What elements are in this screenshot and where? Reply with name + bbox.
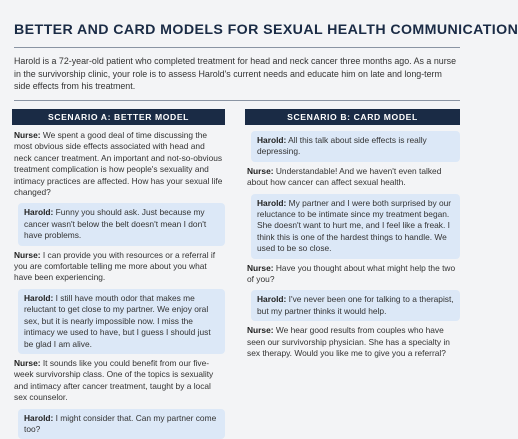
speaker-label: Harold: bbox=[24, 412, 54, 423]
intro-divider bbox=[14, 100, 460, 101]
message-text: My partner and I were both surprised by our reluctance to be intimate since my treatment began. She doesn't want to hurt me, and I feel like a freak. I think this is one of the hardest things to handle. We used to be so close. bbox=[257, 197, 452, 254]
scenario-b-column bbox=[245, 109, 460, 360]
message-text: I might consider that. Can my partner come too? bbox=[24, 412, 217, 434]
message-text: Understandable! And we haven't even talked about how cancer can affect sexual health. bbox=[247, 165, 442, 188]
speaker-label: Nurse: bbox=[14, 130, 41, 140]
harold-message bbox=[251, 131, 460, 162]
message-text: Have you thought about what might help the two of you? bbox=[247, 262, 456, 285]
speaker-label: Nurse: bbox=[247, 325, 274, 336]
harold-message bbox=[251, 194, 460, 259]
title-divider bbox=[14, 47, 460, 48]
message-text: We spent a good deal of time discussing the most obvious side effects associated with head and neck cancer treatment. An important and not-so-obvious treatment complication is how people's sexuality and intimacy practices are affected. How has your sexual life changed? bbox=[14, 130, 223, 198]
speaker-label: Nurse: bbox=[14, 249, 41, 260]
speaker-label: Nurse: bbox=[247, 165, 274, 176]
message-text: It sounds like you could benefit from our five-week survivorship class. One of the topics is sexuality and intimacy after cancer treatment, taught by a local sex counselor. bbox=[14, 357, 214, 403]
harold-message bbox=[18, 409, 225, 439]
message-text: I've never been one for talking to a therapist, but my partner thinks it would help. bbox=[257, 294, 454, 316]
nurse-message bbox=[12, 250, 225, 284]
message-text: We hear good results from couples who have seen our survivorship physician. She has a specialty in sex therapy. Would you like me to give you a referral? bbox=[247, 325, 450, 359]
speaker-label: Harold: bbox=[257, 135, 287, 145]
nurse-message bbox=[245, 325, 460, 359]
speaker-label: Harold: bbox=[24, 207, 54, 218]
nurse-message bbox=[245, 263, 460, 286]
scenario-b-header: SCENARIO B: CARD MODEL bbox=[245, 109, 460, 125]
speaker-label: Harold: bbox=[257, 197, 287, 208]
message-text: I still have mouth odor that makes me reluctant to get close to my partner. We enjoy oral sex, but it is nearly impossible now. I miss the intimacy we used to have, but I guess I should just be glad I am alive. bbox=[24, 292, 211, 349]
message-text: I can provide you with resources or a referral if you are comfortable telling me more about you what have been experiencing. bbox=[14, 249, 216, 283]
scenario-a-header: SCENARIO A: BETTER MODEL bbox=[12, 109, 225, 125]
speaker-label: Harold: bbox=[257, 294, 287, 305]
scenario-a-column bbox=[12, 109, 225, 439]
page-title: BETTER AND CARD MODELS FOR SEXUAL HEALTH COMMUNICATION bbox=[14, 22, 518, 38]
nurse-message bbox=[245, 166, 460, 189]
intro-paragraph: Harold is a 72-year-old patient who completed treatment for head and neck cancer three months ago. As a nurse in the survivorship clinic, your role is to assess Harold's current needs and educate him on late and long-term side effects from his treatment. bbox=[14, 56, 457, 92]
speaker-label: Nurse: bbox=[247, 262, 274, 273]
message-text: Funny you should ask. Just because my cancer wasn't below the belt doesn't mean I don't have problems. bbox=[24, 207, 207, 241]
speaker-label: Nurse: bbox=[14, 357, 41, 368]
harold-message bbox=[251, 290, 460, 321]
harold-message bbox=[18, 203, 225, 245]
nurse-message bbox=[12, 130, 225, 198]
harold-message bbox=[18, 289, 225, 354]
nurse-message bbox=[12, 358, 225, 404]
message-text: All this talk about side effects is really depressing. bbox=[257, 135, 427, 157]
speaker-label: Harold: bbox=[24, 292, 54, 303]
